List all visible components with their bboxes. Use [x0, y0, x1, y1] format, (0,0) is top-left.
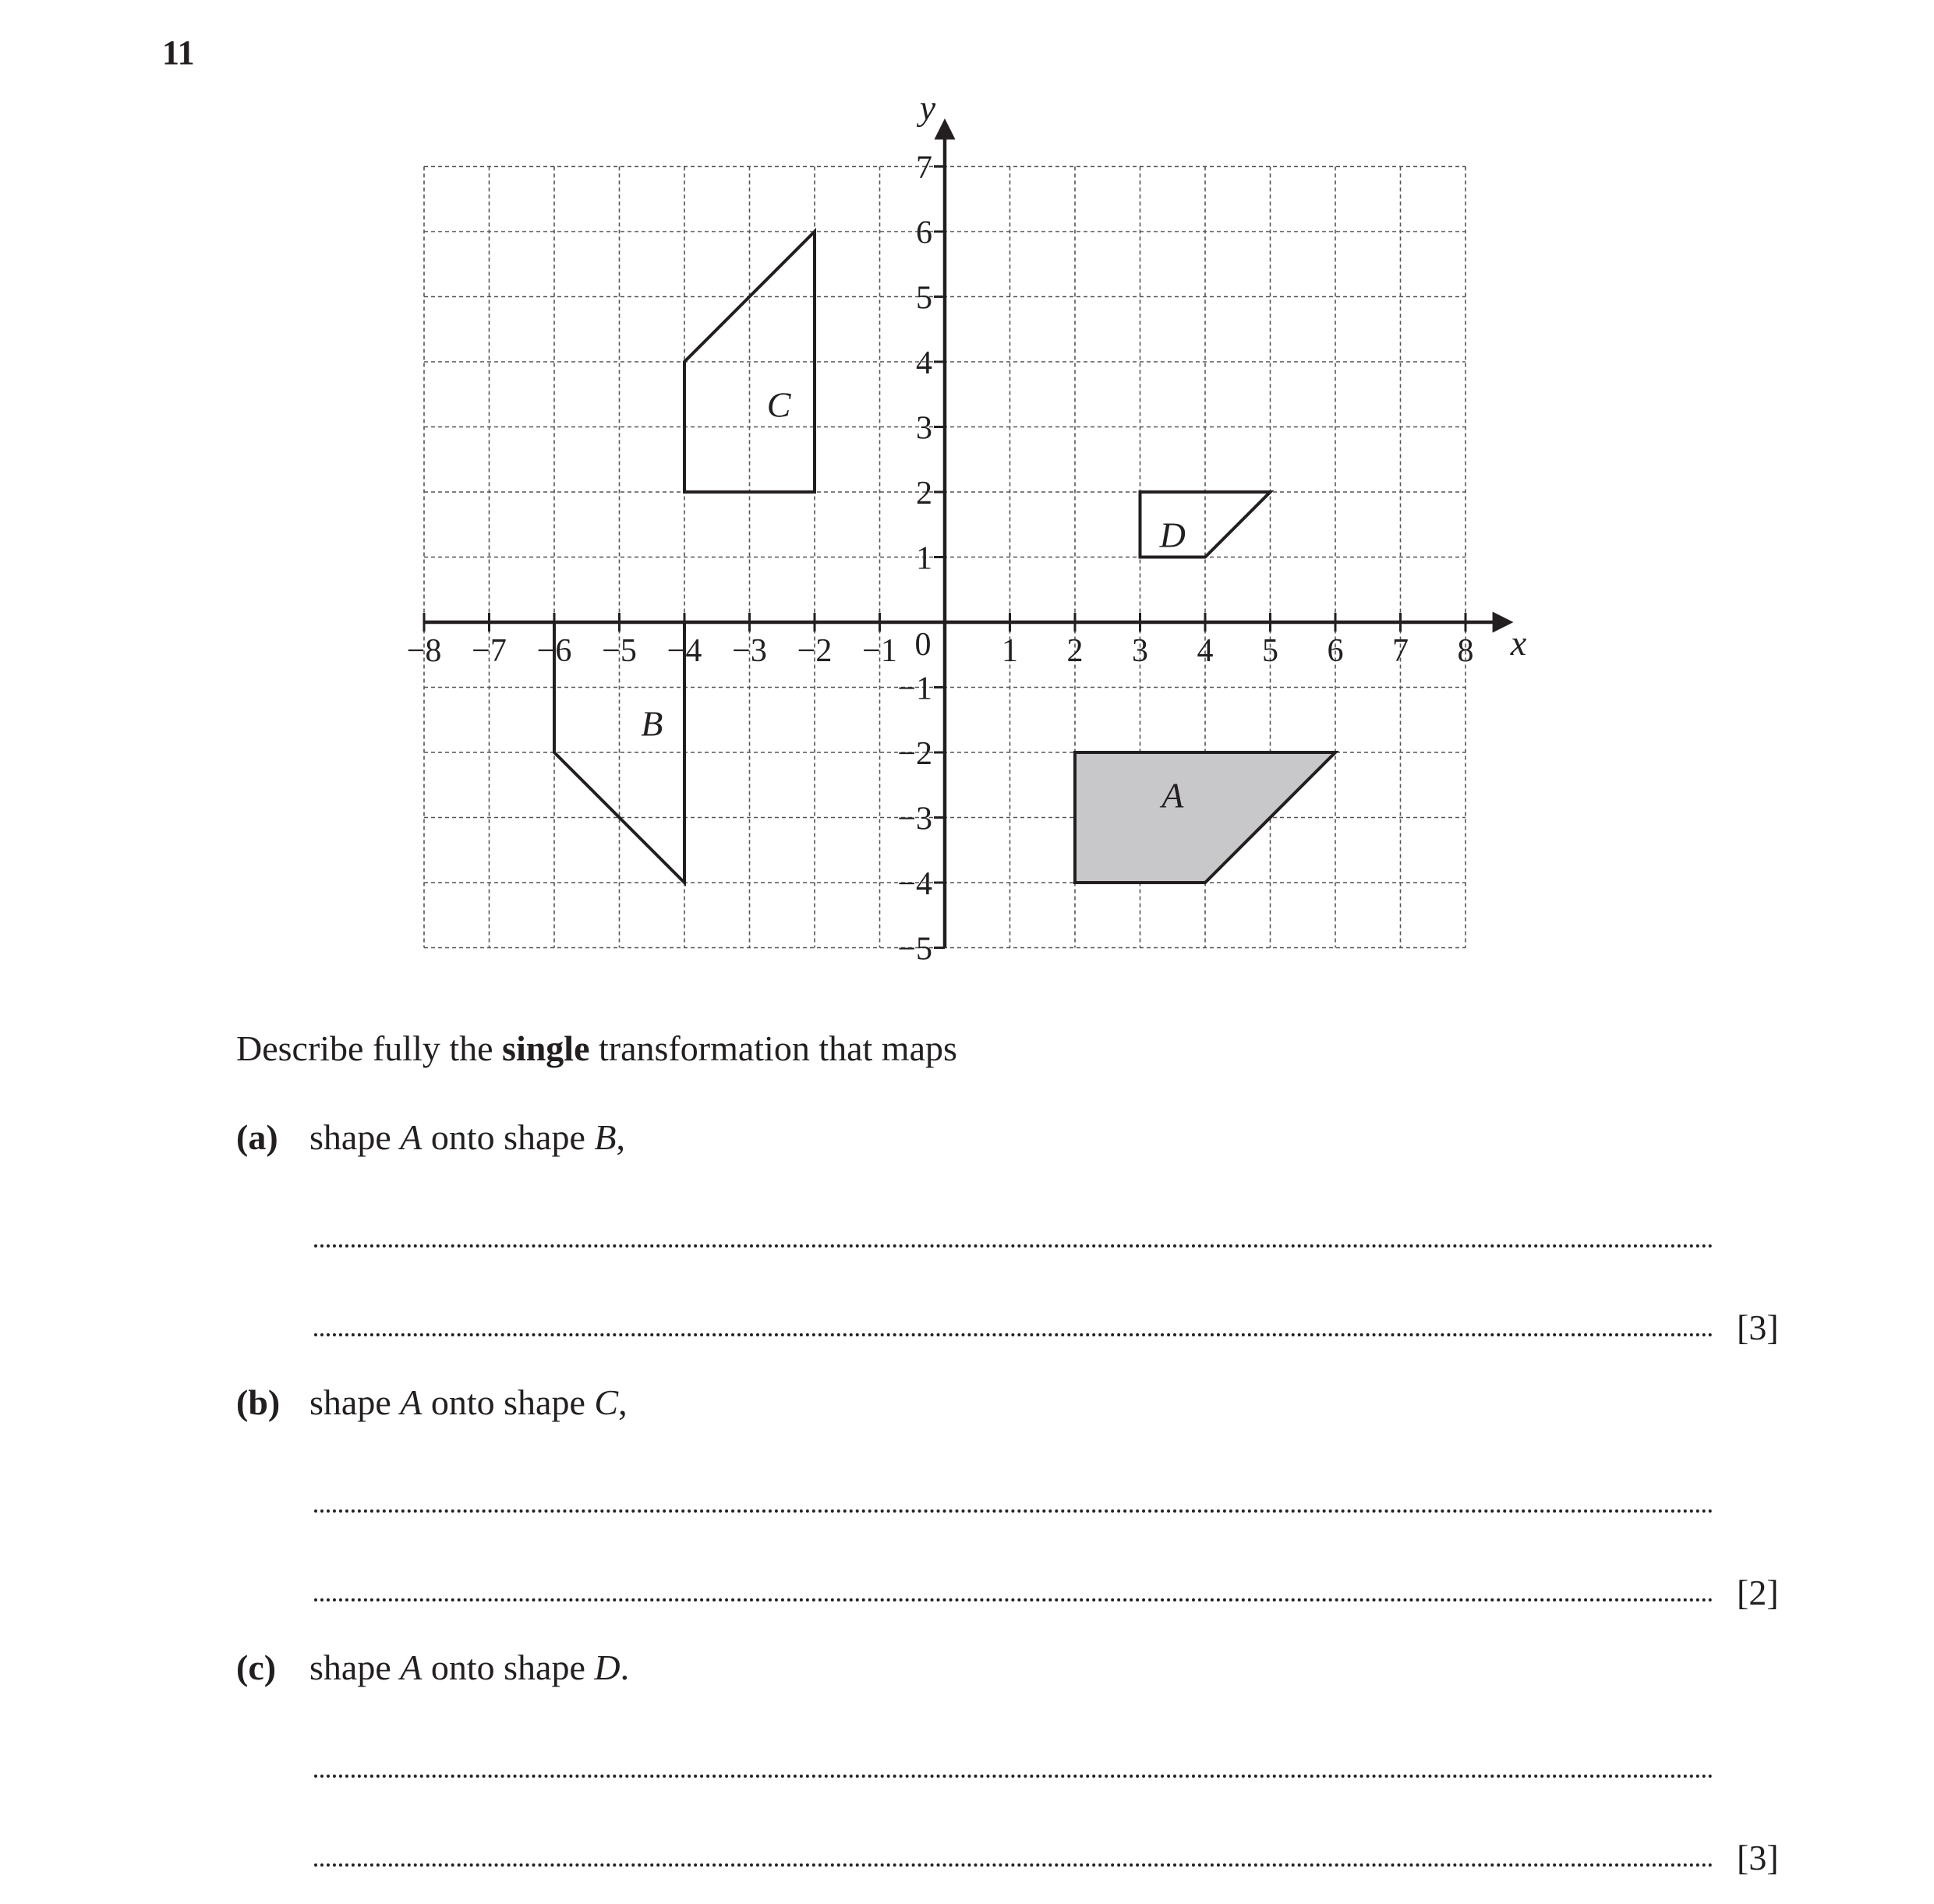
part-c: [236, 1647, 629, 1688]
x-tick-label: 8: [1457, 633, 1474, 669]
answer-line-b1[interactable]: [314, 1509, 1713, 1513]
x-tick-label: −2: [797, 633, 833, 669]
part-a-shape1: A: [400, 1117, 423, 1157]
part-b-text: shape: [309, 1382, 401, 1422]
y-tick-label: 7: [916, 150, 932, 186]
shape-label-c: C: [766, 384, 791, 425]
part-a-text: shape: [309, 1117, 401, 1157]
answer-line-a1[interactable]: [314, 1244, 1713, 1248]
y-tick-label: −2: [897, 736, 932, 772]
x-tick-label: −7: [472, 633, 507, 669]
part-c-shape2: D: [594, 1647, 621, 1687]
question-number: 11: [162, 34, 195, 72]
x-tick-label: 6: [1327, 633, 1344, 669]
x-tick-label: −4: [666, 633, 702, 669]
part-b-mid: onto shape: [422, 1382, 595, 1422]
y-tick-label: −4: [897, 866, 932, 902]
y-axis-label: y: [919, 87, 936, 128]
part-c-mid: onto shape: [422, 1647, 595, 1687]
stem-after: transformation that maps: [589, 1028, 957, 1068]
shape-label-a: A: [1161, 775, 1184, 816]
y-tick-label: −1: [897, 671, 932, 707]
y-tick-label: −3: [897, 801, 932, 837]
answer-line-c2[interactable]: [314, 1863, 1713, 1867]
part-c-end: .: [620, 1647, 630, 1687]
part-a-marks: [3]: [1737, 1308, 1779, 1347]
question-stem: [236, 1028, 957, 1069]
part-b-label: (b): [236, 1382, 281, 1422]
x-tick-label: −3: [732, 633, 767, 669]
part-a-shape2: B: [594, 1117, 617, 1157]
y-tick-label: 6: [916, 215, 932, 251]
part-a-mid: onto shape: [422, 1117, 595, 1157]
y-tick-label: 4: [916, 345, 932, 381]
part-a-end: ,: [616, 1117, 625, 1157]
part-a: [236, 1117, 625, 1158]
part-b-end: ,: [618, 1382, 628, 1422]
answer-line-a2[interactable]: [314, 1333, 1713, 1336]
part-c-text: shape: [309, 1647, 401, 1687]
stem-before: Describe fully the: [236, 1028, 503, 1068]
part-b-marks: [2]: [1737, 1573, 1779, 1612]
x-tick-label: 2: [1066, 633, 1084, 669]
x-tick-label: −1: [862, 633, 897, 669]
y-tick-label: 3: [916, 410, 932, 447]
shape-label-d: D: [1159, 515, 1186, 555]
part-b-shape1: A: [400, 1382, 423, 1422]
y-tick-label: 1: [916, 540, 932, 577]
part-c-label: (c): [236, 1647, 277, 1687]
x-axis-label: x: [1510, 623, 1527, 663]
x-tick-label: −8: [406, 633, 442, 669]
x-tick-label: 3: [1132, 633, 1148, 669]
y-tick-label: 5: [916, 280, 932, 317]
x-tick-label: 1: [1002, 633, 1018, 669]
part-b-shape2: C: [594, 1382, 619, 1422]
part-b: [236, 1382, 628, 1423]
origin-label: 0: [914, 627, 932, 663]
answer-line-b2[interactable]: [314, 1598, 1713, 1601]
x-tick-label: 5: [1262, 633, 1278, 669]
x-tick-label: 7: [1392, 633, 1409, 669]
y-tick-label: 2: [916, 476, 932, 511]
shape-label-b: B: [641, 703, 663, 744]
part-c-shape1: A: [400, 1647, 423, 1687]
tick-labels: [407, 88, 1527, 968]
part-a-label: (a): [236, 1117, 278, 1157]
x-tick-label: −5: [602, 633, 637, 669]
stem-bold: single: [502, 1028, 590, 1068]
answer-line-c1[interactable]: [314, 1775, 1713, 1778]
x-tick-label: −6: [536, 633, 572, 669]
part-c-marks: [3]: [1737, 1838, 1779, 1877]
y-tick-label: −5: [897, 931, 932, 968]
x-tick-label: 4: [1197, 633, 1214, 669]
